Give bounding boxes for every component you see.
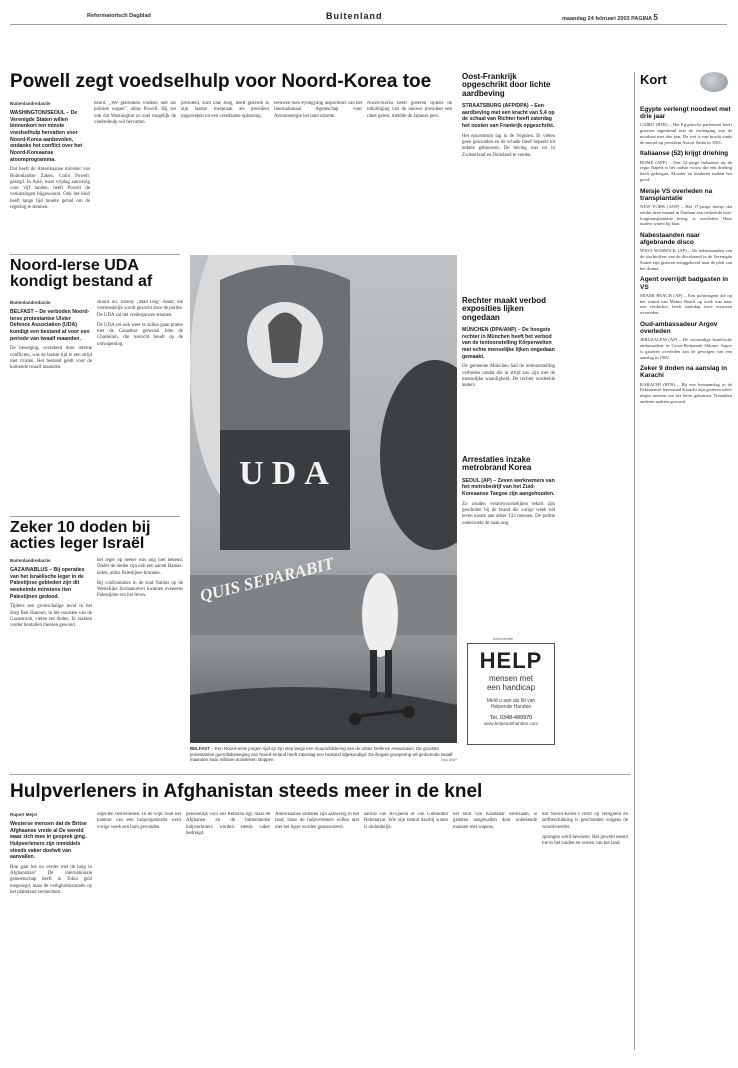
- powell-headline: Powell zegt voedselhulp voor Noord-Korea toe: [10, 71, 432, 92]
- photo-caption-text: – Een Noord-Ierse jongen rijdt op zijn step langs een muurschildering van de Ulster Defence Association. De grootste protestantse guerrillabeweging van Noord-Ierland heeft zaterdag een bestand afgekondigd. De illegale groepering wil gedurende twaalf maanden haar militaire activiteiten stoppen.: [190, 746, 453, 762]
- help-advertisement: [467, 643, 555, 745]
- kort-item-text: ROME (AFP) – Een 52-jarige Italiaanse uit de regio Napels is het oudste vrouw die een drieling heeft gekregen. Moeder en kinderen maken het goed.: [640, 159, 732, 182]
- kort-item-text: MIAMI BEACH (AP) – Een politieagent die op het strand van Miami Beach op zoek was naar een verdachte, heeft zaterdag twee vrouwen overreden.: [640, 292, 732, 316]
- masthead-paper-name: Reformatorisch Dagblad: [87, 13, 151, 19]
- uda-headline: Noord-Ierse UDA kondigt bestand af: [10, 257, 153, 290]
- afghanistan-col-7: [542, 812, 628, 1048]
- oostfrankrijk-lead: STRAATSBURG (AFP/DPA) – Een aardbeving met een kracht van 5,4 op de schaal van Richter heeft zaterdag het oosten van Frankrijk opgeschrikt.: [462, 103, 555, 130]
- uda-body-3: De UDA zei ook weer te zullen gaan praten met de Canadese generaal John de Chastelain, die toezicht houdt op de ontwapening.: [97, 322, 183, 347]
- israel-body-2: het leger op heeter was nog niet bekend. Onder de doden zijn ook een aantal Hamas-leden, aldus Palestijnse bronnen.: [97, 558, 183, 576]
- israel-top-rule: [10, 516, 180, 517]
- afghanistan-article: [10, 812, 92, 1048]
- israel-body-1: Tijdens een grootschalige inval in het dorp Beit Hanoun, in het noorden van de Gazastrook, vielen zes doden. Er raakten verder tientallen mensen gewond.: [10, 604, 92, 629]
- help-ad-line2: een handicap: [486, 683, 536, 692]
- rechter-lead: MÜNCHEN (DPA/ANP) – De hoogste rechter in München heeft het verbod van de tentoonstelling Körperwelten met echte menselijke lijken ongedaan gemaakt.: [462, 327, 555, 360]
- masthead-page-number: 5: [653, 13, 658, 22]
- israel-headline: Zeker 10 doden bij acties leger Israël: [10, 519, 151, 552]
- arrestaties-lead: SEOUL (AP) – Zeven werknemers van het metrobedrijf van het Zuid-Koreaanse Taegoe zijn aangehouden.: [462, 477, 555, 498]
- kort-item: [640, 232, 732, 271]
- uda-body-1: De beweging, verzekerd door interne conflicten, was de laatste tijd in een strijd met rivalen. Het bestand geldt voor de komende twaalf maanden.: [10, 346, 92, 371]
- help-ad-line4: Helpende Handen: [490, 704, 532, 710]
- kort-item-text: JERUZALEM (AP) – De voormalige Israëlische ambassadeur in Groot-Brittannië Shlomo Argov is gisteren overleden aan de gevolgen van een aanslag in 1982.: [640, 337, 732, 360]
- afghanistan-body-8: sprongen werd bewezen. Het geweld neemt toe in het zuiden en oosten van het land.: [542, 834, 628, 847]
- afghanistan-col-5: [364, 812, 448, 1048]
- powell-col-3: [181, 101, 269, 251]
- kort-item: [640, 188, 732, 227]
- afghanistan-col-2: [97, 812, 181, 1048]
- powell-col-5: [367, 101, 452, 251]
- afghanistan-body-6: het land van Kandahar werkzaam, is gisteren aangevallen door onbekende mannen met wapens.: [453, 812, 537, 830]
- masthead-section: Buitenland: [326, 11, 383, 21]
- afghanistan-body-5: aanval van Al-Qaeda of van Gulbuddin Hekmatyar. Wie zijn tiental daarbij waren is onduidelijk.: [364, 812, 448, 830]
- help-ad-label: Advertentie: [493, 636, 514, 641]
- masthead-rule: [10, 24, 727, 25]
- powell-body-5: Noord-Korea heeft gisteren tijdens de inhuldiging van de nieuwe president een raket getest, meldde de Japanse pers.: [367, 101, 452, 119]
- kort-item-headline: Zeker 9 doden na aanslag in Karachi: [640, 365, 728, 380]
- photo-caption: [190, 746, 457, 763]
- globe-icon: [700, 72, 728, 92]
- help-ad-url: www.helpendehanden.com: [483, 721, 539, 726]
- kort-divider: [634, 72, 635, 1050]
- photo-credit: foto ANP: [441, 757, 457, 762]
- afghanistan-body-7: dat Noord-Korea’s recht op veiligheid en zelfbeschikking is geschonden volgens de woordvoerder.: [542, 812, 628, 830]
- oostfrankrijk-article: [462, 73, 555, 288]
- masthead-page-label: PAGINA: [631, 16, 652, 22]
- kort-item-headline: Italiaanse (52) krijgt driehing: [640, 150, 729, 158]
- powell-byline: Buitenlandredactie: [10, 101, 51, 106]
- powell-body-3: president, Kim Dae Jung, heeft gisteren in zijn laatste toespraak als president opgeroepen tot een vreedzame oplossing.: [181, 101, 269, 119]
- help-ad-phone: Tel. 0348-489970: [489, 715, 533, 721]
- afghanistan-body-3: persoonlijk voor ons Pakistan ligt, maar de Afghanen en de buitenlandse hulpverleners worden steeds vaker bedreigd.: [186, 812, 270, 836]
- israel-col-2: [97, 558, 183, 768]
- arrestaties-headline: Arrestaties inzake metrobrand Korea: [462, 456, 532, 473]
- masthead-date: [562, 13, 658, 22]
- afghanistan-headline: Hulpverleners in Afghanistan steeds meer in de knel: [10, 781, 483, 802]
- afghanistan-body-2: objecten beïnvloeden. In de wijk rond het kantoor van een hulporganisatie werd vorige week een bom gevonden.: [97, 812, 181, 830]
- rechter-headline: Rechter maakt verbod exposities lijken ongedaan: [462, 297, 547, 322]
- kort-item: [640, 106, 732, 145]
- uda-lead: BELFAST – De verboden Noord-Ierse protestantse Ulster Defence Association (UDA) kondigt een bestand af voor een periode van twaalf maanden.: [10, 309, 90, 342]
- powell-col-2: [94, 101, 176, 251]
- kort-item-headline: Meisje VS overleden na transplantatie: [640, 187, 713, 202]
- afghanistan-lead: Westerse mensen dat de Britse Afghaanse vrede al De wereld waar zich mee in gesprek ging. Hulpverleners zijn inmiddels steeds vaker doelwit van aanvallen.: [10, 821, 87, 861]
- israel-lead: GAZA/NABLUS – Bij operaties van het Israëlische leger in de Palestijnse gebieden zijn dit weekeinde minstens tien Palestijnen gedood.: [10, 567, 85, 600]
- photo-caption-place: BELFAST: [190, 746, 211, 751]
- afghanistan-col-4: [275, 812, 359, 1048]
- israel-article: [10, 558, 92, 768]
- afghanistan-body-4: Amerikaanse soldaten zijn aanwezig in het land, maar de hulpverleners willen niet met het leger worden geassocieerd.: [275, 812, 359, 830]
- kort-item-headline: Nabestaanden naar afgebrande disco: [640, 232, 700, 247]
- uda-byline: Buitenlandredactie: [10, 300, 51, 305]
- help-ad-line1: mensen met: [488, 674, 534, 683]
- belfast-photo: [190, 255, 457, 743]
- uda-top-rule: [10, 254, 180, 255]
- kort-item: [640, 321, 732, 360]
- kort-item: [640, 276, 732, 315]
- uda-body-2: stuurd lid, Johnny „Mad Dog” Adair, die vermoedelijk wordt gezocht door de politie. De UDA zal het vredesproces steunen.: [97, 300, 183, 318]
- afghanistan-col-6: [453, 812, 537, 1048]
- mural-uda-text: UDA: [239, 455, 337, 492]
- powell-article: [10, 101, 90, 251]
- israel-body-3: Bij confrontaties in de stad Nablus op de Westelijke Jordaanoever kwamen eveneens Palestijnen om het leven.: [97, 580, 183, 599]
- arrestaties-body: Zo zouden verantwoordelijken tekort zijn geschoten bij de brand die vorige week het leven kostte aan zeker 133 mensen. De politie onderzoekt de zaak nog.: [462, 501, 555, 526]
- israel-byline: Buitenlandredactie: [10, 558, 51, 563]
- kort-item-headline: Oud-ambassadeur Argov overleden: [640, 320, 718, 336]
- afghanistan-top-rule: [10, 774, 630, 775]
- help-ad-line3: Meld u aan als lid van: [486, 698, 536, 704]
- rechter-body: De gemeente München had de tentoonstelling verboden omdat die in strijd zou zijn met de menselijke waardigheid. De rechter oordeelde anders.: [462, 364, 555, 389]
- uda-article: [10, 300, 92, 512]
- arrestaties-article: [462, 456, 555, 631]
- masthead-date-text: maandag 24 februari 2003: [562, 16, 630, 22]
- uda-col-2: [97, 300, 183, 512]
- kort-item-text: CAÏRO (RTR) – Het Egyptische parlement heeft gisteren ingestemd met de verlenging van de noodwet met drie jaar. De wet is van kracht sinds de moord op president Anwar Sadat in 1981.: [640, 122, 732, 145]
- rechter-article: [462, 297, 555, 447]
- mural-motto-text: QUIS SEPARABIT: [198, 553, 336, 606]
- powell-body-4: leeuwen toen Pyongyang inspecteurs van het Internationaal Agentschap voor Atoomenergie het land uitzette.: [274, 101, 362, 119]
- kort-item-text: KARACHI (RTR) – Bij een bomaanslag in de Pakistaanse havenstad Karachi zijn gisteren zeker negen mensen om het leven gekomen. Tientallen anderen raakten gewond.: [640, 381, 732, 404]
- kort-item: [640, 150, 732, 182]
- kort-title: Kort: [640, 72, 667, 87]
- kort-column: [640, 72, 732, 1052]
- oostfrankrijk-headline: Oost-Frankrijk opgeschrikt door lichte aardbeving: [462, 73, 551, 98]
- afghanistan-col-3: [186, 812, 270, 1048]
- kort-item-headline: Egypte verlengt noodwet met drie jaar: [640, 106, 731, 121]
- afghanistan-body-1: Hoe gaat het nu verder met de hulp in Afghanistan? De internationale gemeenschap heeft in Tokio geld toegezegd, maar de veiligheidssituatie op het platteland verslechtert.: [10, 864, 92, 895]
- uda-mural: [190, 255, 457, 743]
- powell-body-2: beurd. „We gebruiken voedsel niet als politiek wapen”, aldus Powell. Hij zei ook dat Washington zo snel mogelijk de voedselhulp wil hervatten.: [94, 101, 176, 125]
- kort-item-text: NEW YORK (ANP) – Het 17-jarige meisje dat eerder deze maand in Durham een verkeerde hart-longtransplantatie kreeg, is overleden. Haar ouders waren bij haar.: [640, 203, 732, 227]
- afghanistan-byline: Rupert Mejer: [10, 812, 38, 817]
- powell-body-1: Dat heeft de Amerikaanse minister van Buitenlandse Zaken, Colin Powell, gezegd. In Azië, waar vrijdag aanwezig voor vijf landen, heeft Powell de verkiezingen bijgewoond. Ook het kind heeft lange tijd moeite gehad om de regering te steunen.: [10, 167, 90, 210]
- kort-item-headline: Agent overrijdt badgasten in VS: [640, 276, 729, 291]
- powell-lead: WASHINGTON/SEOUL – De Verenigde Staten willen binnenkort ten minste voedselhulp hervatten voor Noord-Korea aanbevolen, ondanks het conflict over het Noord-Koreaanse atoomprogramma.: [10, 110, 83, 163]
- powell-col-4: [274, 101, 362, 251]
- kort-item: [640, 365, 732, 404]
- help-ad-title: HELP: [479, 648, 543, 673]
- kort-item-text: WEST WARWICK (AP) – De nabestaanden van de slachtoffers van de discobrand in de Verenigde Staten zijn gisteren teruggekeerd naar de plek van het drama.: [640, 248, 732, 271]
- oostfrankrijk-body: Het epicentrum lag in de Vogezen. Er vielen geen gewonden en de schade bleef beperkt tot enkele gebouwen. De beving was tot in Zwitserland en Duitsland te voelen.: [462, 133, 555, 158]
